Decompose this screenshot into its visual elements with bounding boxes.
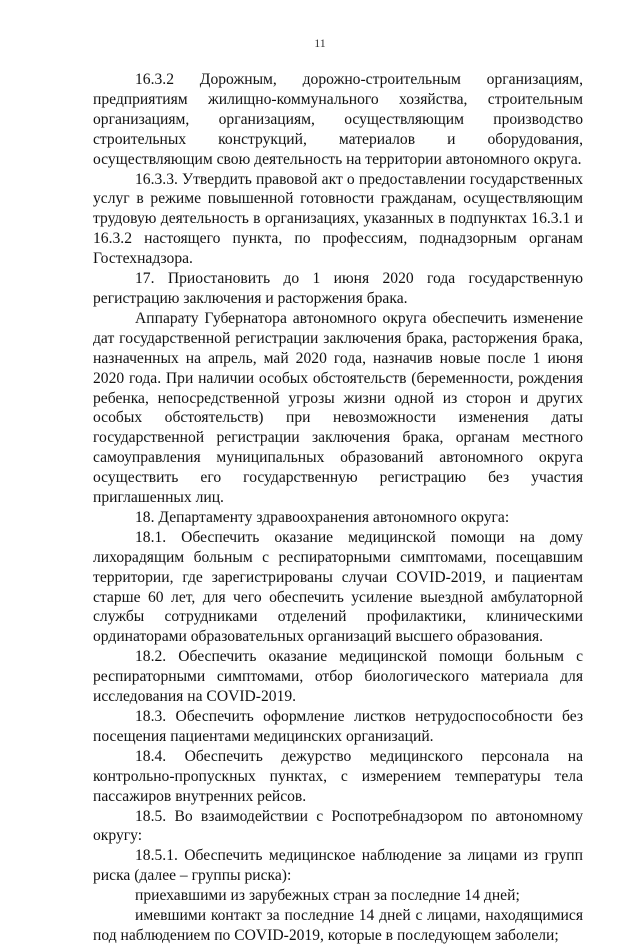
document-body bbox=[93, 70, 583, 946]
paragraph-18-1: 18.1. Обеспечить оказание медицинской помощи на дому лихорадящим больным с респираторными симптомами, посещавшим территории, где зарегистрированы случаи COVID-2019, и пациентам старше 60 лет, для чего обеспечить усиление выездной амбулаторной службы сотрудниками отделений профилактики, клиническими ординаторами образовательных организаций высшего образования. bbox=[93, 528, 583, 646]
page-number: 11 bbox=[314, 36, 326, 50]
paragraph-18: 18. Департаменту здравоохранения автономного округа: bbox=[135, 508, 510, 526]
paragraph-risk-group-abroad: приехавшими из зарубежных стран за последние 14 дней; bbox=[135, 887, 520, 905]
paragraph-risk-group-contact: имевшими контакт за последние 14 дней с лицами, находящимися под наблюдением по COVID-2019, которые в последующем заболели; bbox=[93, 907, 583, 944]
paragraph-governor-apparatus: Аппарату Губернатора автономного округа обеспечить изменение дат государственной регистрации заключения брака, расторжения брака, назначенных на апрель, май 2020 года, назначив новые после 1 июня 2020 года. При наличии особых обстоятельств (беременности, рождения ребенка, непосредственной угрозы жизни одной из сторон и других особых обстоятельств) при невозможности изменения даты государственной регистрации заключения брака, органам местного самоуправления муниципальных образований автономного округа осуществить его государственную регистрацию без участия приглашенных лиц. bbox=[93, 309, 583, 507]
paragraph-18-5: 18.5. Во взаимодействии с Роспотребнадзором по автономному округу: bbox=[93, 807, 583, 845]
paragraph-16-3-2: 16.3.2 Дорожным, дорожно-строительным организациям, предприятиям жилищно-коммунального хозяйства, строительным организациям, организациям, осуществляющим производство строительных конструкций, материалов и оборудования, осуществляющим свою деятельность на территории автономного округа. bbox=[93, 71, 583, 168]
paragraph-18-5-1: 18.5.1. Обеспечить медицинское наблюдение за лицами из групп риска (далее – группы риска): bbox=[93, 847, 583, 885]
paragraph-18-4: 18.4. Обеспечить дежурство медицинского персонала на контрольно-пропускных пунктах, с измерением температуры тела пассажиров внутренних рейсов. bbox=[93, 747, 583, 805]
paragraph-16-3-3: 16.3.3. Утвердить правовой акт о предоставлении государственных услуг в режиме повышенной готовности гражданам, осуществляющим трудовую деятельность в организациях, указанных в подпунктах 16.3.1 и 16.3.2 настоящего пункта, по профессиям, поднадзорным органам Гостехнадзора. bbox=[93, 170, 583, 268]
paragraph-18-3: 18.3. Обеспечить оформление листков нетрудоспособности без посещения пациентами медицинских организаций. bbox=[93, 708, 583, 745]
paragraph-17: 17. Приостановить до 1 июня 2020 года государственную регистрацию заключения и расторжения брака. bbox=[93, 270, 583, 307]
paragraph-18-2: 18.2. Обеспечить оказание медицинской помощи больным с респираторными симптомами, отбор биологического материала для исследования на COVID-2019. bbox=[93, 648, 583, 706]
